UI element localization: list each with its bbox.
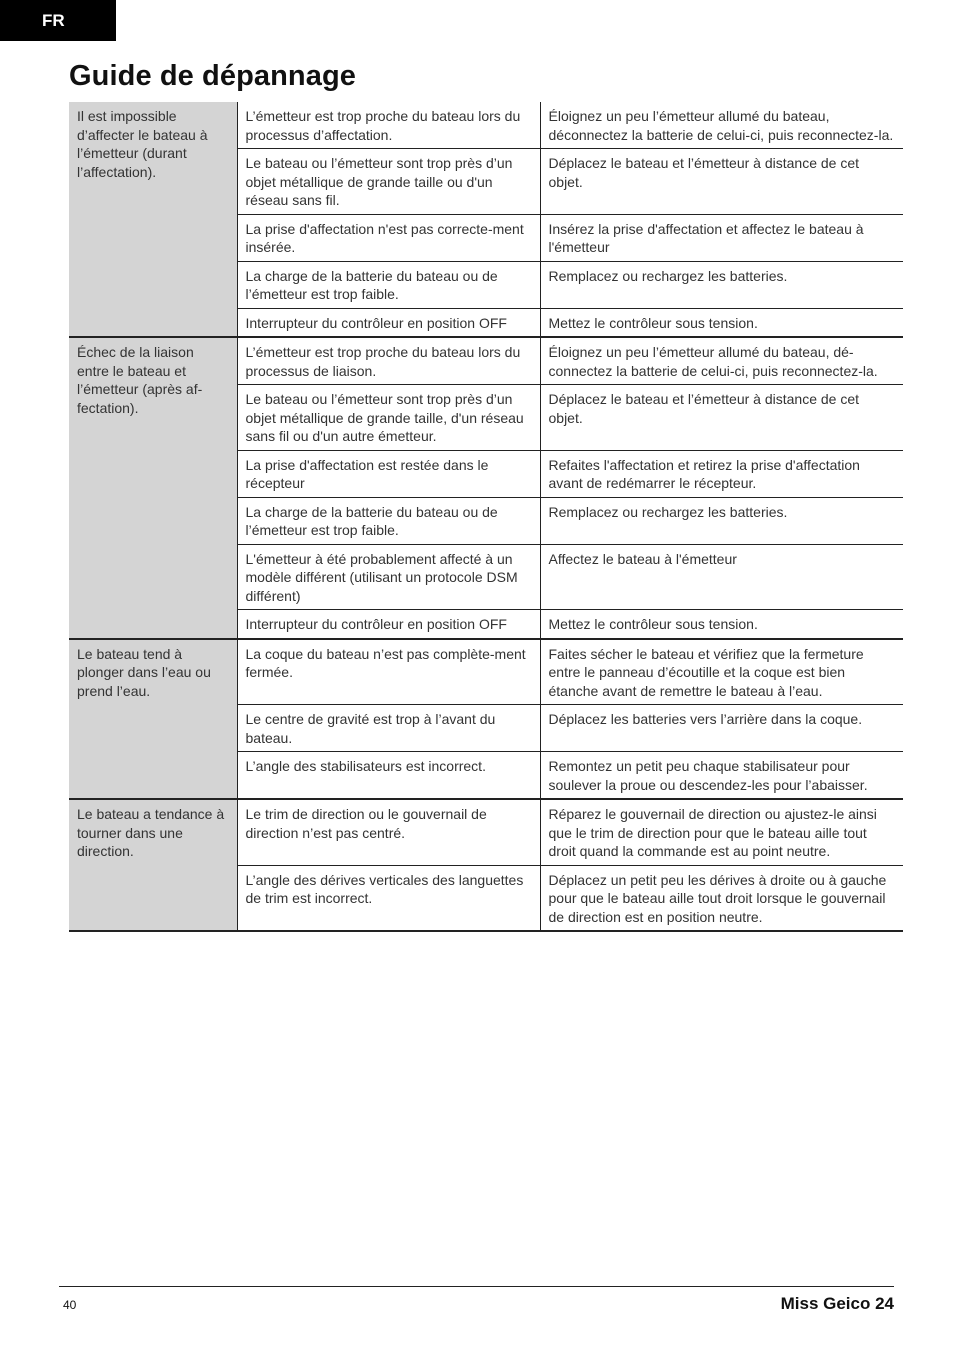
language-tab: FR	[0, 0, 116, 41]
cause-cell: La charge de la batterie du bateau ou de l’émetteur est trop faible.	[237, 261, 540, 308]
solution-cell: Remplacez ou rechargez les batteries.	[540, 497, 903, 544]
cause-cell: L’émetteur est trop proche du bateau lors du processus de liaison.	[237, 337, 540, 385]
cause-cell: Le centre de gravité est trop à l’avant du bateau.	[237, 705, 540, 752]
table-row	[69, 337, 903, 385]
solution-cell: Remontez un petit peu chaque stabilisateur pour soulever la proue ou descendez-les pour l’abaisser.	[540, 752, 903, 800]
cause-cell: Le bateau ou l’émetteur sont trop près d’un objet métallique de grande taille ou d'un réseau sans fil.	[237, 149, 540, 215]
cause-cell: Le bateau ou l’émetteur sont trop près d’un objet métallique de grande taille, d'un réseau sans fil ou d'un autre émetteur.	[237, 385, 540, 451]
solution-cell: Remplacez ou rechargez les batteries.	[540, 261, 903, 308]
solution-cell: Faites sécher le bateau et vérifiez que la fermeture entre le panneau d’écoutille et la coque est bien étanche avant de remettre le bateau à l’eau.	[540, 639, 903, 705]
solution-cell: Éloignez un peu l’émetteur allumé du bateau, dé-connectez la batterie de celui-ci, puis reconnectez-la.	[540, 337, 903, 385]
solution-cell: Réparez le gouvernail de direction ou ajustez-le ainsi que le trim de direction pour que le bateau aille tout droit quand la commande est au point neutre.	[540, 799, 903, 865]
table-row	[69, 799, 903, 865]
problem-group	[69, 639, 903, 800]
cause-cell: La charge de la batterie du bateau ou de l’émetteur est trop faible.	[237, 497, 540, 544]
cause-cell: Interrupteur du contrôleur en position OFF	[237, 308, 540, 337]
solution-cell: Déplacez le bateau et l’émetteur à distance de cet objet.	[540, 149, 903, 215]
footer-divider	[59, 1286, 894, 1287]
page-title: Guide de dépannage	[69, 60, 357, 92]
solution-cell: Déplacez le bateau et l’émetteur à distance de cet objet.	[540, 385, 903, 451]
problem-group	[69, 337, 903, 639]
cause-cell: L’angle des dérives verticales des languettes de trim est incorrect.	[237, 865, 540, 931]
cause-cell: L'émetteur à été probablement affecté à un modèle différent (utilisant un protocole DSM différent)	[237, 544, 540, 610]
table-row	[69, 639, 903, 705]
solution-cell: Affectez le bateau à l'émetteur	[540, 544, 903, 610]
cause-cell: L’angle des stabilisateurs est incorrect.	[237, 752, 540, 800]
cause-cell: La prise d'affectation n'est pas correcte-ment insérée.	[237, 214, 540, 261]
cause-cell: Le trim de direction ou le gouvernail de direction n’est pas centré.	[237, 799, 540, 865]
table-row	[69, 102, 903, 149]
troubleshooting-table	[69, 102, 903, 932]
cause-cell: La prise d'affectation est restée dans le récepteur	[237, 450, 540, 497]
solution-cell: Éloignez un peu l’émetteur allumé du bateau, déconnectez la batterie de celui-ci, puis reconnectez-la.	[540, 102, 903, 149]
product-name: Miss Geico 24	[780, 1294, 894, 1313]
solution-cell: Insérez la prise d'affectation et affectez le bateau à l'émetteur	[540, 214, 903, 261]
solution-cell: Déplacez un petit peu les dérives à droite ou à gauche pour que le bateau aille tout droit lorsque le gouvernail de direction est en position neutre.	[540, 865, 903, 931]
problem-cell: Le bateau a tendance à tourner dans une direction.	[69, 799, 237, 931]
problem-group	[69, 799, 903, 931]
solution-cell: Mettez le contrôleur sous tension.	[540, 610, 903, 639]
page-number: 40	[63, 1298, 77, 1312]
solution-cell: Refaites l'affectation et retirez la prise d'affectation avant de redémarrer le récepteur.	[540, 450, 903, 497]
cause-cell: La coque du bateau n’est pas complète-ment fermée.	[237, 639, 540, 705]
solution-cell: Mettez le contrôleur sous tension.	[540, 308, 903, 337]
problem-cell: Échec de la liaison entre le bateau et l’émetteur (après af-fectation).	[69, 337, 237, 639]
problem-cell: Il est impossible d’affecter le bateau à l’émetteur (durant l’affectation).	[69, 102, 237, 337]
solution-cell: Déplacez les batteries vers l’arrière dans la coque.	[540, 705, 903, 752]
problem-cell: Le bateau tend à plonger dans l’eau ou prend l’eau.	[69, 639, 237, 800]
cause-cell: L’émetteur est trop proche du bateau lors du processus d’affectation.	[237, 102, 540, 149]
cause-cell: Interrupteur du contrôleur en position OFF	[237, 610, 540, 639]
problem-group	[69, 102, 903, 337]
